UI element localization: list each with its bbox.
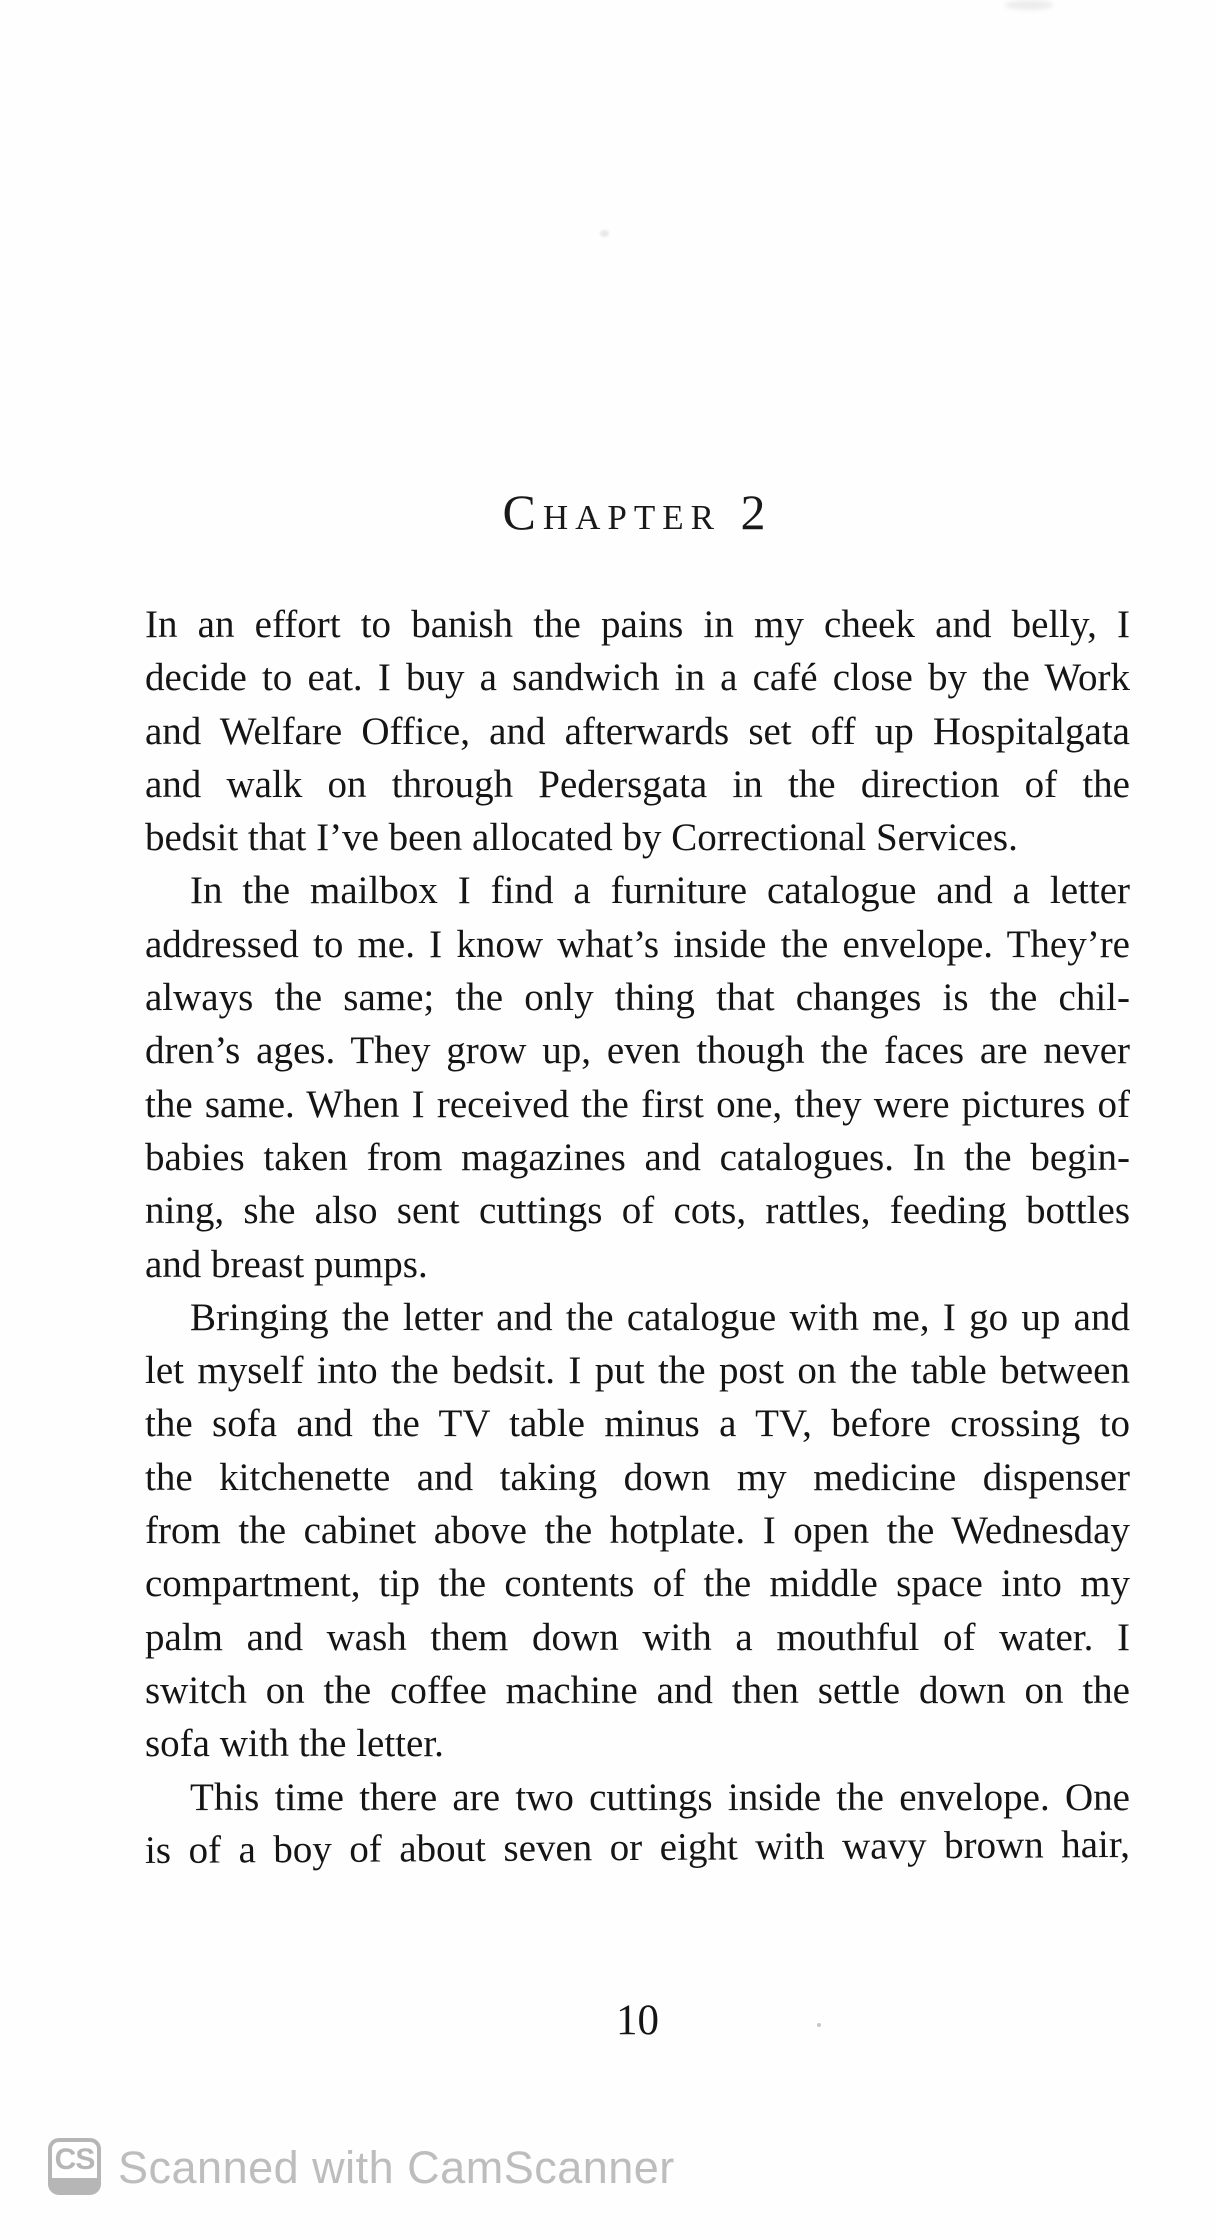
scan-speck: [600, 230, 609, 237]
text-line: decide to eat. I buy a sandwich in a café close by the Work: [145, 656, 1130, 700]
text-line: the sofa and the TV table minus a TV, before crossing to: [145, 1402, 1130, 1446]
paragraph: [145, 864, 1130, 1290]
text-line: bedsit that I’ve been allocated by Correctional Services.: [145, 816, 1018, 860]
camscanner-logo-strip: [52, 2178, 97, 2191]
text-line: babies taken from magazines and catalogues. In the begin-: [145, 1135, 1130, 1179]
text-line: let myself into the bedsit. I put the post on the table between: [145, 1349, 1130, 1393]
scan-smudge: [1005, 0, 1053, 10]
text-line: from the cabinet above the hotplate. I open the Wednesday: [145, 1509, 1130, 1553]
text-line: addressed to me. I know what’s inside the envelope. They’re: [145, 922, 1130, 966]
text-line: and Welfare Office, and afterwards set off up Hospitalgata: [145, 709, 1130, 753]
text-line: always the same; the only thing that changes is the chil-: [145, 976, 1130, 1020]
text-line: and breast pumps.: [145, 1242, 428, 1286]
text-line: is of a boy of about seven or eight with wavy brown hair,: [144, 1822, 1131, 1872]
chapter-heading: Chapter 2: [502, 484, 773, 540]
text-line: ning, she also sent cuttings of cots, rattles, feeding bottles: [145, 1189, 1130, 1233]
text-line: sofa with the letter.: [145, 1722, 444, 1766]
text-line: dren’s ages. They grow up, even though the faces are never: [145, 1029, 1130, 1073]
text-line: compartment, tip the contents of the middle space into my: [145, 1562, 1130, 1606]
text-line: palm and wash them down with a mouthful of water. I: [145, 1615, 1130, 1659]
paragraph: [145, 1291, 1130, 1771]
text-line: the same. When I received the first one, they were pictures of: [145, 1082, 1130, 1126]
camscanner-watermark-text: Scanned with CamScanner: [118, 2142, 675, 2193]
text-line: In an effort to banish the pains in my cheek and belly, I: [145, 603, 1130, 646]
text-line: the kitchenette and taking down my medicine dispenser: [145, 1455, 1130, 1499]
camscanner-logo-letters: CS: [54, 2143, 95, 2176]
page-number: 10: [616, 1997, 659, 2044]
body-text: [145, 598, 1130, 1877]
paragraph: [145, 598, 1130, 864]
text-line: Bringing the letter and the catalogue with me, I go up and: [190, 1295, 1130, 1339]
camscanner-logo-icon: [48, 2138, 101, 2195]
text-line: switch on the coffee machine and then settle down on the: [145, 1668, 1130, 1712]
paragraph: [145, 1771, 1130, 1878]
text-line: In the mailbox I find a furniture catalogue and a letter: [190, 869, 1130, 913]
camscanner-footer: [0, 2125, 1216, 2240]
text-line: and walk on through Pedersgata in the direction of the: [145, 762, 1130, 806]
text-line: This time there are two cuttings inside the envelope. One: [190, 1775, 1130, 1819]
